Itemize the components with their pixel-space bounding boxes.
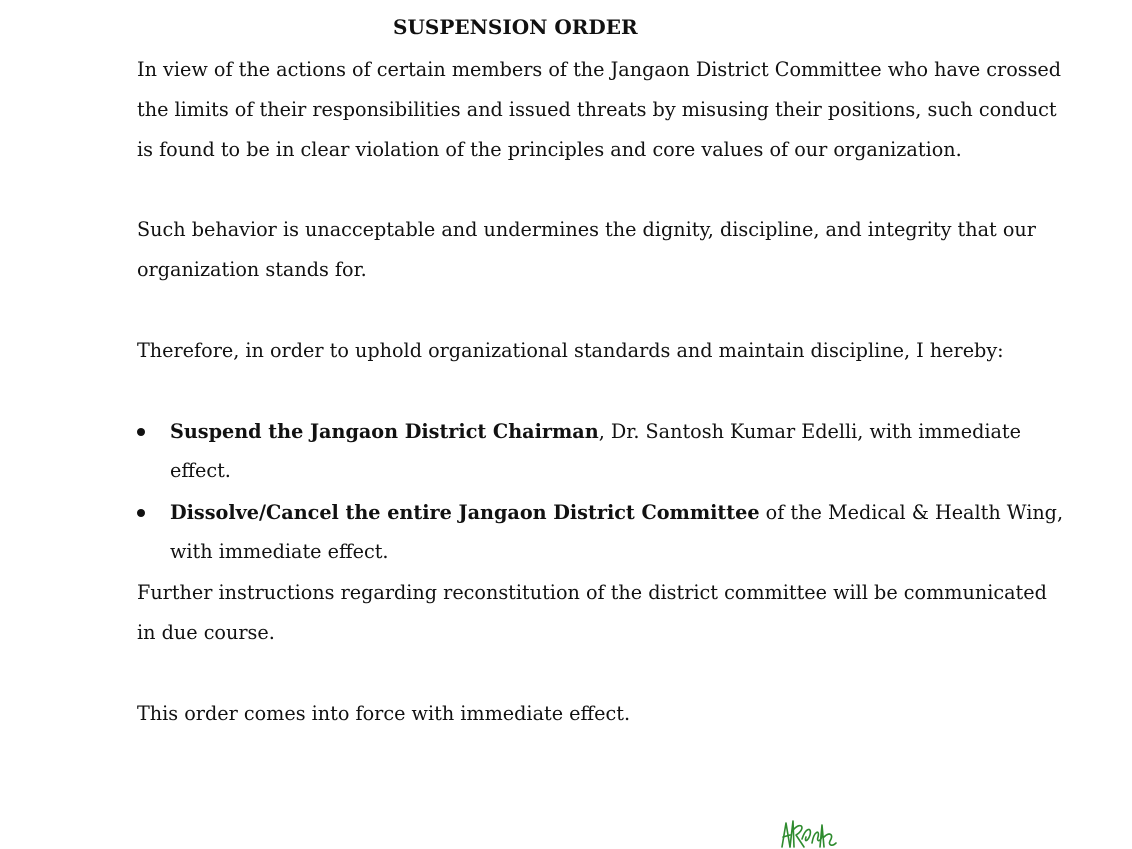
paragraph-further-instructions: Further instructions regarding reconstitution of the district committee will be communicated in due course. xyxy=(137,581,1047,644)
document-title: SUSPENSION ORDER xyxy=(393,15,638,39)
list-item-dissolve-committee xyxy=(137,493,1072,571)
bullet-text: of the Medical & Health Wing, with immediate effect. xyxy=(170,501,1064,563)
bullet-text: , Dr. Santosh Kumar Edelli, with immediate effect. xyxy=(170,420,1021,482)
paragraph-therefore: Therefore, in order to uphold organizational standards and maintain discipline, I hereby: xyxy=(137,339,1004,362)
bullet-dot-icon xyxy=(137,509,145,517)
handwritten-signature xyxy=(776,813,840,849)
bullet-dot-icon xyxy=(137,428,145,436)
order-actions-list xyxy=(137,412,1072,571)
paragraph-unacceptable: Such behavior is unacceptable and undermines the dignity, discipline, and integrity that our organization stands for. xyxy=(137,218,1036,281)
paragraph-violation: In view of the actions of certain members of the Jangaon District Committee who have crossed the limits of their responsibilities and issued threats by misusing their positions, such conduct is found to be in clear violation of the principles and core values of our organization. xyxy=(137,58,1062,161)
paragraph-effect: This order comes into force with immediate effect. xyxy=(137,702,631,725)
bullet-bold-text: Suspend the Jangaon District Chairman xyxy=(170,420,599,443)
list-item-suspend-chairman xyxy=(137,412,1072,490)
bullet-bold-text: Dissolve/Cancel the entire Jangaon District Committee xyxy=(170,501,760,524)
